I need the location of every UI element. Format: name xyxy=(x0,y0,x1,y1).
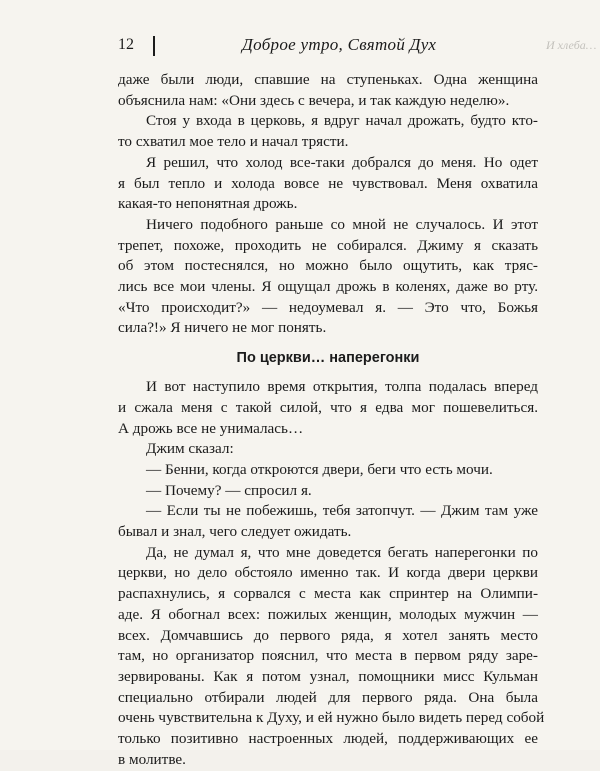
text-line: — Если ты не побежишь, тебя затопчут. — Джим там уже xyxy=(146,502,538,520)
text-line: зервированы. Как я потом узнал, помощники мисс Кульман xyxy=(118,667,538,685)
text-line: сила?!» Я ничего не мог понять. xyxy=(118,319,327,337)
section-subheading: По церкви… наперегонки xyxy=(236,350,420,367)
text-line: Я решил, что холод все-таки добрался до меня. Но одет xyxy=(146,153,538,171)
text-line: — Почему? — спросил я. xyxy=(146,481,312,499)
text-line: то схватил мое тело и начал трясти. xyxy=(118,133,349,151)
text-line: — Бенни, когда откроются двери, беги что есть мочи. xyxy=(146,460,493,478)
text-line: даже были люди, спавшие на ступеньках. Одна женщина xyxy=(118,71,538,88)
page-header xyxy=(112,30,597,60)
text-line: я был тепло и холода вовсе не чувствовал. Меня охватила xyxy=(118,174,538,192)
page-number: 12 xyxy=(118,36,134,53)
text-line: лись все мои члены. Я ощущал дрожь в коленях, даже во рту. xyxy=(118,278,538,296)
text-line: специально отбирали людей для первого ряда. Она была xyxy=(118,688,538,706)
header-divider xyxy=(153,36,155,56)
text-line: очень чувствительна к Духу, и ей нужно было видеть перед собой xyxy=(118,709,545,727)
text-line: всех. Домчавшись до первого ряда, я хотел занять место xyxy=(118,626,538,644)
text-line: аде. Я обогнал всех: пожилых женщин, молодых мужчин — xyxy=(118,605,538,623)
text-line: в молитве. xyxy=(118,750,186,768)
text-line: какая-то непонятная дрожь. xyxy=(118,195,298,213)
text-line: трепет, похоже, проходить не собирался. Джиму я сказать xyxy=(118,236,538,254)
running-title: Доброе утро, Святой Дух xyxy=(242,35,437,54)
text-line: об этом постеснялся, но можно было ощутить, как тряс- xyxy=(118,257,538,275)
text-line: «Что происходит?» — недоумевал я. — Это что, Божья xyxy=(118,298,538,316)
text-line: Стоя у входа в церковь, я вдруг начал дрожать, будто кто- xyxy=(146,112,538,130)
body-text xyxy=(118,70,545,771)
text-line: и сжала меня с такой силой, что я едва мог пошевелиться. xyxy=(118,398,538,416)
bleed-through-text: И хлеба… xyxy=(546,38,597,52)
text-line: объяснила нам: «Они здесь с вечера, и так каждую неделю». xyxy=(118,91,510,109)
text-line: распахнулись, я сорвался с места как спринтер на Олимпи- xyxy=(118,585,538,603)
text-line: бывал и знал, чего следует ожидать. xyxy=(118,523,352,541)
text-line: церкви, но дело обстояло именно так. И когда двери церкви xyxy=(118,564,538,582)
text-line: А дрожь все не унималась… xyxy=(118,419,304,437)
text-line: только позитивно настроенных людей, поддерживающих ее xyxy=(118,730,538,748)
text-line: Джим сказал: xyxy=(146,440,234,458)
text-line: И вот наступило время открытия, толпа подалась вперед xyxy=(146,378,538,396)
text-line: Да, не думал я, что мне доведется бегать наперегонки по xyxy=(146,543,538,561)
text-line: там, но организатор пояснил, что места в первом ряду зарe- xyxy=(118,647,538,665)
text-line: Ничего подобного раньше со мной не случалось. И этот xyxy=(146,215,538,233)
